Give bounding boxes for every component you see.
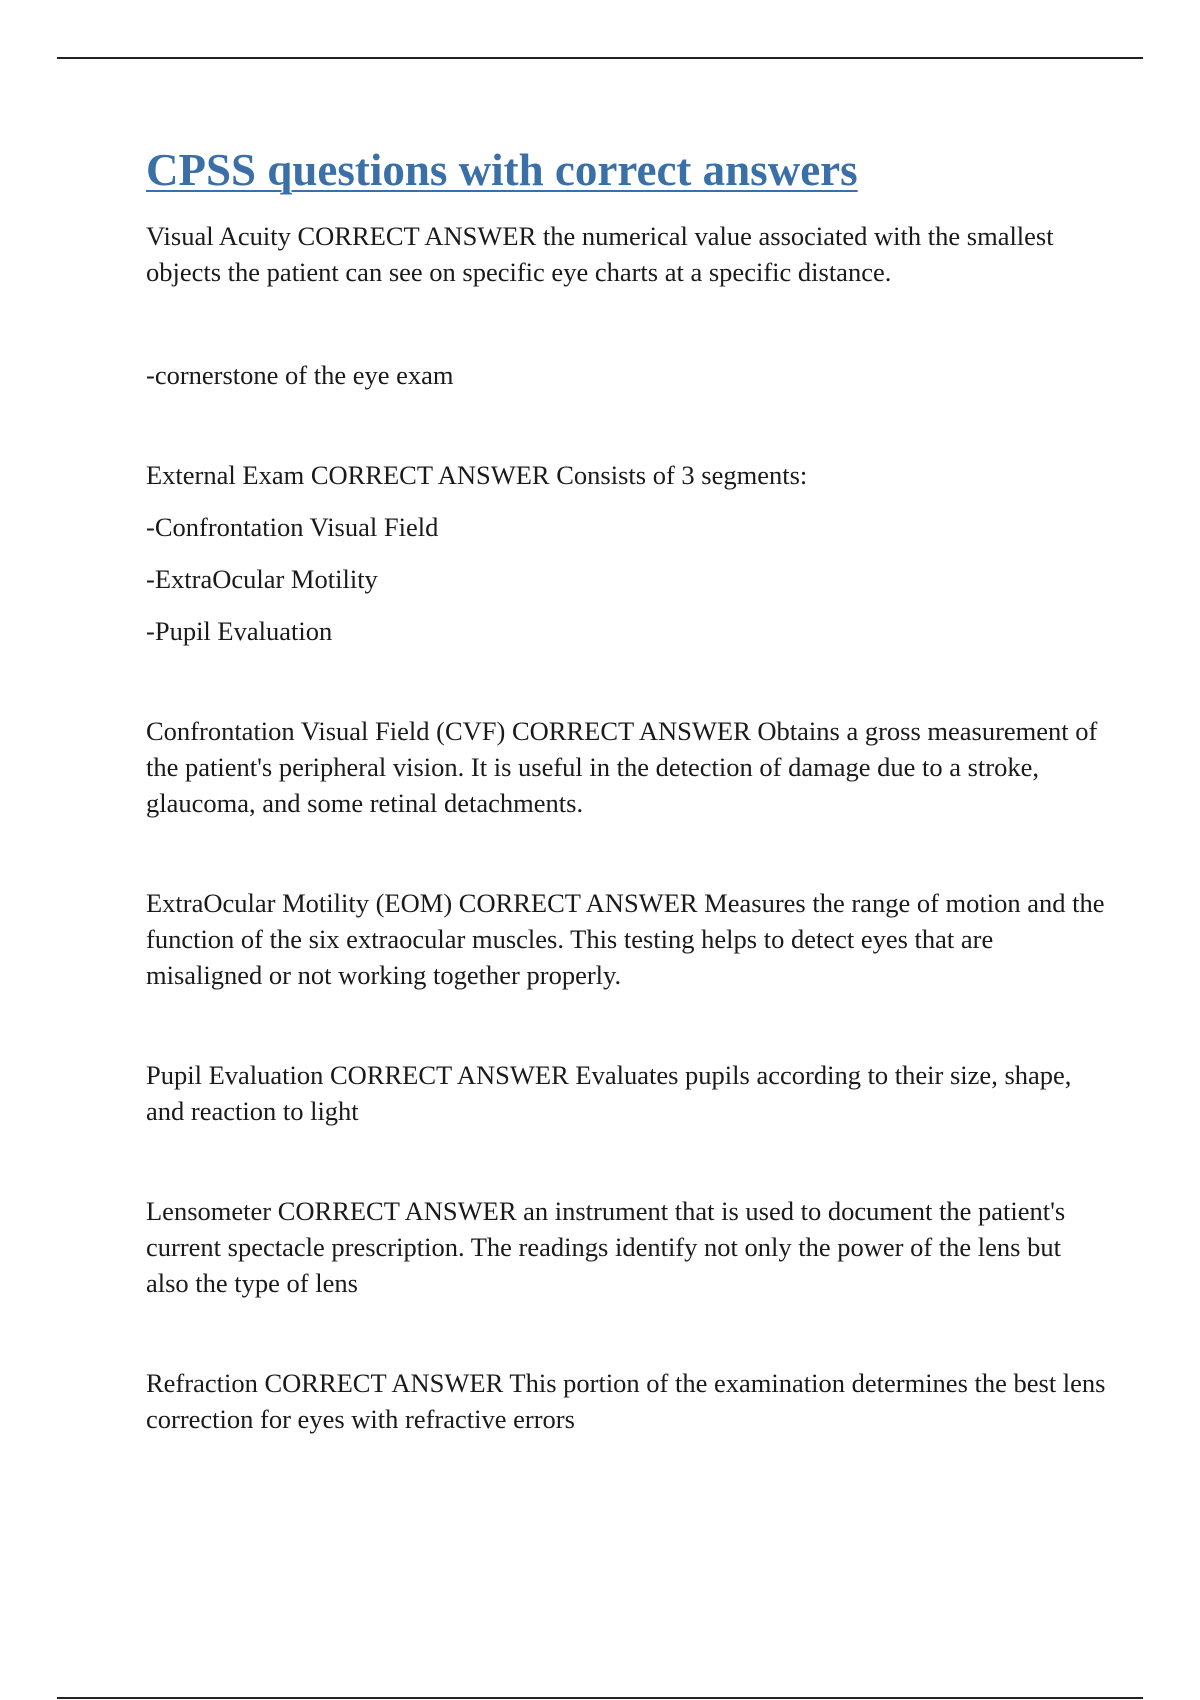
document-body (146, 140, 1106, 1437)
entry-eom: ExtraOcular Motility (EOM) CORRECT ANSWER Measures the range of motion and the function of the six extraocular muscles. This testing helps to detect eyes that are misaligned or not working together properly. (146, 888, 1105, 990)
entry-lensometer: Lensometer CORRECT ANSWER an instrument that is used to document the patient's current spectacle prescription. The readings identify not only the power of the lens but also the type of lens (146, 1196, 1066, 1298)
entry-external-exam: External Exam CORRECT ANSWER Consists of 3 segments: (146, 460, 808, 490)
entry-pupil: Pupil Evaluation CORRECT ANSWER Evaluates pupils according to their size, shape, and reaction to light (146, 1060, 1072, 1126)
bottom-rule (57, 1697, 1143, 1699)
list-item: -ExtraOcular Motility (146, 564, 378, 594)
list-item: -Pupil Evaluation (146, 616, 333, 646)
entry-cvf: Confrontation Visual Field (CVF) CORRECT ANSWER Obtains a gross measurement of the patient's peripheral vision. It is useful in the detection of damage due to a stroke, glaucoma, and some retinal detachments. (146, 716, 1098, 818)
document-title: CPSS questions with correct answers (146, 145, 858, 195)
entry-refraction: Refraction CORRECT ANSWER This portion of the examination determines the best lens correction for eyes with refractive errors (146, 1368, 1106, 1434)
entry-cornerstone: -cornerstone of the eye exam (146, 360, 454, 390)
entry-visual-acuity: Visual Acuity CORRECT ANSWER the numerical value associated with the smallest objects the patient can see on specific eye charts at a specific distance. (146, 221, 1054, 287)
list-item: -Confrontation Visual Field (146, 512, 439, 542)
top-rule (57, 57, 1143, 59)
